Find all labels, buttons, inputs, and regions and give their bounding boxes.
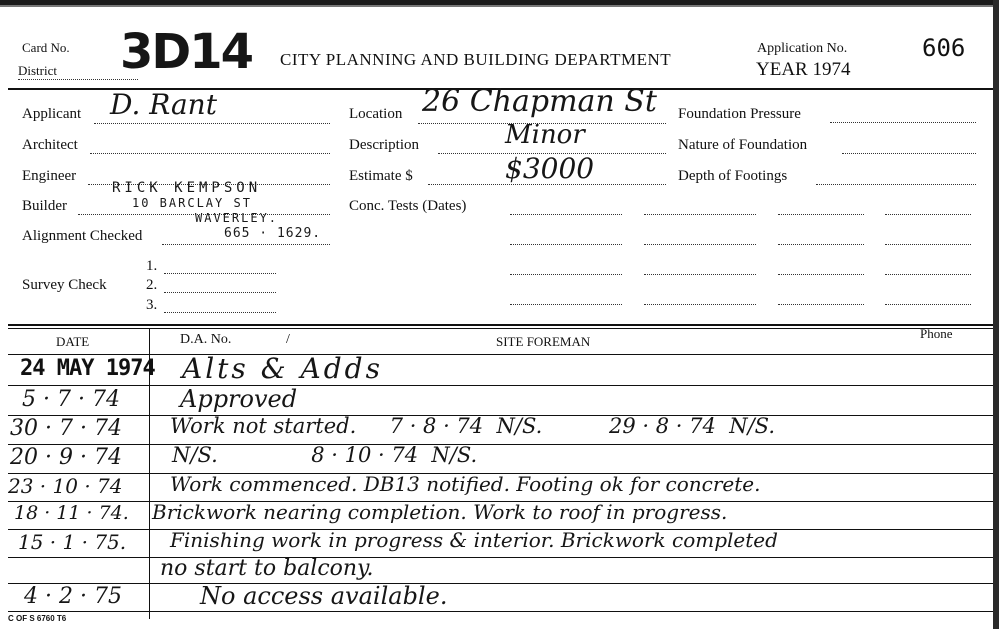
conc-line-c1 bbox=[510, 274, 622, 275]
scan-border-top-2 bbox=[0, 5, 999, 7]
table-row-rule bbox=[8, 385, 993, 386]
builder-value-line2: 10 BARCLAY ST bbox=[132, 196, 252, 210]
table-row-date: 30 · 7 · 74 bbox=[10, 416, 122, 441]
table-row-entry: Finishing work in progress & interior. Brickwork completed bbox=[170, 528, 778, 552]
table-row-date: 18 · 11 · 74. bbox=[14, 502, 129, 524]
table-top-rule bbox=[8, 324, 993, 326]
location-value: 26 Chapman St bbox=[422, 84, 657, 119]
alignment-value: 665 · 1629. bbox=[224, 226, 322, 241]
foundation-pressure-line bbox=[830, 122, 976, 123]
table-row-rule bbox=[8, 611, 993, 612]
conc-line-c3 bbox=[778, 274, 864, 275]
phone-column-header: Phone bbox=[920, 326, 953, 341]
table-row-date: 5 · 7 · 74 bbox=[22, 387, 120, 412]
foundation-pressure-label: Foundation Pressure bbox=[678, 106, 801, 122]
architect-line bbox=[90, 153, 330, 154]
table-header-rule bbox=[8, 354, 993, 355]
conc-line-b4 bbox=[885, 244, 971, 245]
table-row-entry: Work not started. 7 · 8 · 74 N/S. 29 · 8 · 74 N/S. bbox=[170, 414, 775, 438]
conc-line-d3 bbox=[778, 304, 864, 305]
architect-label: Architect bbox=[22, 137, 78, 153]
table-row-entry: No access available. bbox=[200, 582, 448, 610]
nature-foundation-label: Nature of Foundation bbox=[678, 137, 808, 153]
conc-line-b3 bbox=[778, 244, 864, 245]
conc-line-b1 bbox=[510, 244, 622, 245]
table-row-rule bbox=[8, 444, 993, 445]
district-label: District bbox=[18, 63, 57, 78]
table-row-rule bbox=[8, 583, 993, 584]
builder-label: Builder bbox=[22, 198, 67, 214]
builder-value-line3: WAVERLEY. bbox=[195, 211, 279, 225]
nature-foundation-line bbox=[842, 153, 976, 154]
table-row-entry: Brickwork nearing completion. Work to roof in progress. bbox=[152, 500, 728, 524]
conc-line-a4 bbox=[885, 214, 971, 215]
applicant-line bbox=[94, 123, 330, 124]
table-row-date: 24 MAY 1974 bbox=[20, 356, 155, 381]
department-title: CITY PLANNING AND BUILDING DEPARTMENT bbox=[280, 50, 672, 69]
table-row-date: 23 · 10 · 74 bbox=[8, 474, 123, 498]
table-row-entry: Work commenced. DB13 notified. Footing ok for concrete. bbox=[170, 472, 761, 496]
conc-line-d2 bbox=[644, 304, 756, 305]
table-top-rule-2 bbox=[8, 328, 993, 329]
table-row-entry: Alts & Adds bbox=[182, 352, 383, 385]
da-slash: / bbox=[286, 332, 290, 347]
conc-line-c4 bbox=[885, 274, 971, 275]
conc-line-b2 bbox=[644, 244, 756, 245]
year-label: YEAR 1974 bbox=[756, 59, 851, 80]
applicant-label: Applicant bbox=[22, 106, 82, 122]
application-no-value: 606 bbox=[922, 34, 966, 62]
conc-line-a1 bbox=[510, 214, 622, 215]
depth-footings-label: Depth of Footings bbox=[678, 168, 788, 184]
table-row-date: 20 · 9 · 74 bbox=[10, 445, 122, 470]
survey-item-1: 1. bbox=[146, 258, 158, 274]
estimate-label: Estimate $ bbox=[349, 168, 413, 184]
form-code: C OF S 6760 T6 bbox=[8, 614, 67, 623]
conc-line-c2 bbox=[644, 274, 756, 275]
engineer-label: Engineer bbox=[22, 168, 77, 184]
builder-value-line1: RICK KEMPSON bbox=[112, 180, 262, 196]
card-no-label: Card No. bbox=[22, 40, 70, 55]
conc-line-a2 bbox=[644, 214, 756, 215]
scan-border-right bbox=[993, 0, 999, 629]
survey-line-3 bbox=[164, 312, 276, 313]
description-label: Description bbox=[349, 137, 419, 153]
alignment-label: Alignment Checked bbox=[22, 228, 143, 244]
conc-line-d4 bbox=[885, 304, 971, 305]
card-no-value: 3D14 bbox=[120, 24, 253, 80]
foreman-column-header: SITE FOREMAN bbox=[496, 334, 591, 349]
table-row-entry: N/S. 8 · 10 · 74 N/S. bbox=[172, 443, 478, 467]
survey-line-1 bbox=[164, 273, 276, 274]
location-label: Location bbox=[349, 106, 403, 122]
survey-line-2 bbox=[164, 292, 276, 293]
depth-footings-line bbox=[816, 184, 976, 185]
da-column-header: D.A. No. bbox=[180, 332, 232, 347]
survey-item-2: 2. bbox=[146, 277, 158, 293]
alignment-line bbox=[162, 244, 330, 245]
date-column-header: DATE bbox=[56, 334, 90, 349]
conc-tests-label: Conc. Tests (Dates) bbox=[349, 198, 467, 214]
table-row-date: 15 · 1 · 75. bbox=[18, 530, 127, 554]
survey-check-label: Survey Check bbox=[22, 277, 107, 293]
table-row-rule bbox=[8, 557, 993, 558]
table-row-date: 4 · 2 · 75 bbox=[24, 584, 122, 609]
conc-line-d1 bbox=[510, 304, 622, 305]
survey-item-3: 3. bbox=[146, 297, 158, 313]
description-value: Minor bbox=[505, 120, 585, 150]
applicant-value: D. Rant bbox=[110, 88, 217, 121]
table-row-entry: no start to balcony. bbox=[160, 556, 374, 581]
estimate-value: $3000 bbox=[505, 152, 595, 185]
table-row-entry: Approved bbox=[180, 385, 298, 413]
conc-line-a3 bbox=[778, 214, 864, 215]
application-no-label: Application No. bbox=[757, 41, 848, 56]
